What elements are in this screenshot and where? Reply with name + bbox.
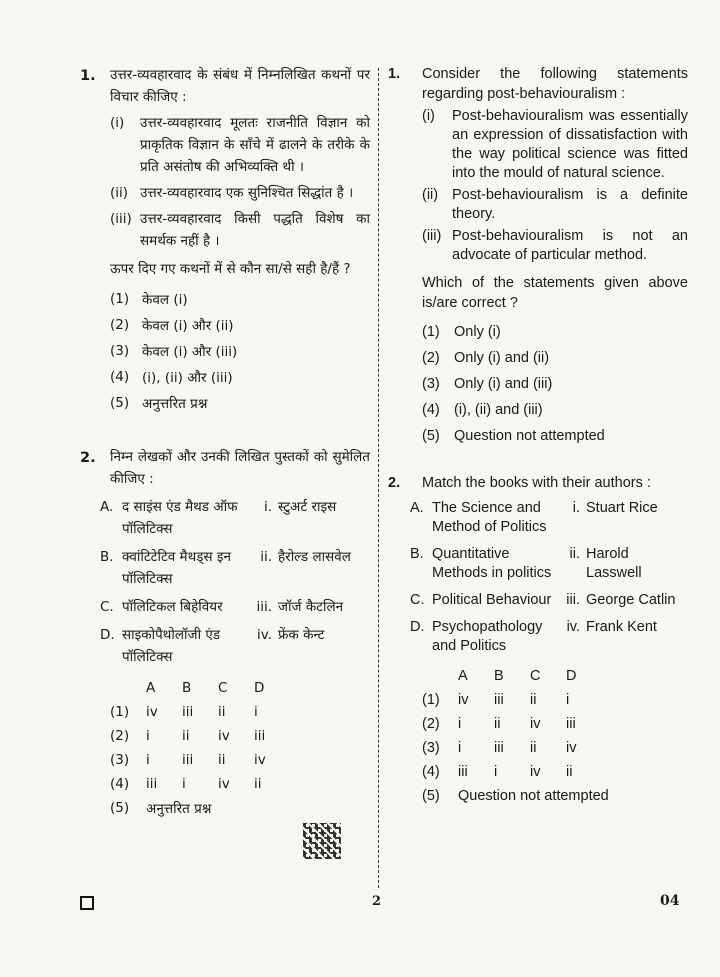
statement [110,208,370,252]
option-text: Only (i) and (ii) [454,350,550,366]
page-number: 2 [372,894,382,909]
option[interactable] [110,286,370,312]
grid-option[interactable] [422,736,688,760]
pair-book: द साइंस एंड मैथड ऑफ पॉलिटिक्स [122,499,238,537]
pair-letter: B. [410,546,424,562]
pair-author: हैरोल्ड लासवेल [278,549,351,565]
question-number: 2. [388,475,401,491]
pair-roman: ii. [569,546,580,562]
option-label: (4) [110,776,130,792]
match-pair [410,591,688,610]
option[interactable] [422,423,688,449]
statement-label: (ii) [110,185,129,201]
question-1-english [388,64,688,449]
option-label: (3) [422,376,440,392]
grid-header-cell: A [146,680,156,696]
statement [422,227,688,265]
grid-option[interactable] [110,748,370,772]
grid-cell: iii [182,752,194,768]
hindi-column [70,64,370,820]
grid-cell: iii [494,692,504,708]
grid-header-cell: A [458,668,468,684]
answer-grid [110,676,370,820]
option-label: (2) [110,317,130,333]
grid-option[interactable] [422,712,688,736]
option-text: Question not attempted [454,428,605,444]
grid-option[interactable] [110,772,370,796]
option-text: केवल (i) और (ii) [142,318,234,334]
statement-text: Post-behaviouralism is not an advocate of particular method. [452,228,688,263]
grid-cell: iv [530,716,541,732]
pair-roman: iv. [566,619,580,635]
pair-letter: A. [100,499,114,515]
grid-cell: ii [218,752,226,768]
pair-book: पॉलिटिकल बिहेवियर [122,599,223,615]
grid-cell: i [254,704,258,720]
option-text: अनुत्तरित प्रश्न [146,801,212,817]
pair-letter: A. [410,500,424,516]
option-label: (3) [110,752,130,768]
statement-text: उत्तर-व्यवहारवाद एक सुनिश्चित सिद्धांत है । [140,185,354,201]
grid-cell: i [566,692,570,708]
option[interactable] [110,390,370,416]
question-stem: Match the books with their authors : [422,475,651,491]
pair-letter: C. [410,592,425,608]
statement [422,107,688,183]
grid-cell: iii [566,716,576,732]
grid-cell: ii [182,728,190,744]
pair-author: Harold Lasswell [586,546,642,581]
grid-cell: iv [218,728,230,744]
statement-text: उत्तर-व्यवहारवाद किसी पद्धति विशेष का समर्थक नहीं है । [140,211,370,249]
grid-cell: iii [494,740,504,756]
match-pair [100,546,370,590]
grid-header-cell: D [254,680,265,696]
statement-text: उत्तर-व्यवहारवाद मूलतः राजनीति विज्ञान को प्राकृतिक विज्ञान के साँचे में ढालने के तरीके के प्रति असंतोष की अभिव्यक्ति थी । [140,115,370,175]
grid-cell: iv [458,692,469,708]
options-list [422,319,688,449]
option-label: (4) [422,402,440,418]
grid-cell: ii [218,704,226,720]
question-number: 2. [80,450,96,466]
grid-option[interactable] [422,688,688,712]
grid-cell: iii [254,728,266,744]
pair-roman: iii. [256,599,272,615]
pair-author: फ्रेंक केन्ट [278,627,325,643]
match-pair [410,618,688,656]
pair-book: Quantitative Methods in politics [432,546,552,581]
grid-cell: ii [530,692,537,708]
grid-cell: ii [494,716,501,732]
option[interactable] [110,364,370,390]
statement-label: (i) [422,108,435,124]
grid-header-cell: B [182,680,192,696]
match-pair [100,624,370,668]
option[interactable] [110,796,370,820]
pair-author: स्टुअर्ट राइस [278,499,337,515]
option-label: (3) [422,740,440,756]
match-pair [410,499,688,537]
registration-mark-icon [80,896,94,910]
pair-letter: D. [100,627,115,643]
grid-option[interactable] [110,724,370,748]
grid-cell: iii [182,704,194,720]
grid-cell: ii [530,740,537,756]
statement-text: Post-behaviouralism was essentially an expression of dissatisfaction with the way political science was fitted into the mould of natural science. [452,108,688,181]
option[interactable] [422,371,688,397]
statement-label: (ii) [422,187,439,203]
question-stem: उत्तर-व्यवहारवाद के संबंध में निम्नलिखित कथनों पर विचार कीजिए : [110,67,370,105]
grid-cell: iv [254,752,266,768]
option-label: (3) [110,343,130,359]
option-text: केवल (i) [142,292,188,308]
grid-header [110,676,370,700]
match-pair [100,596,370,618]
option-label: (1) [422,324,440,340]
grid-cell: iv [566,740,577,756]
grid-option[interactable] [110,700,370,724]
grid-cell: i [458,716,462,732]
option-text: Only (i) [454,324,501,340]
question-number: 1. [80,68,96,84]
statement-label: (iii) [110,211,132,227]
pair-book: Psychopathology and Politics [432,619,543,654]
pair-roman: i. [263,499,272,515]
pair-roman: i. [572,500,580,516]
grid-cell: iv [218,776,230,792]
grid-cell: iv [530,764,541,780]
options-list [110,286,370,416]
grid-header-cell: B [494,668,504,684]
grid-cell: iv [146,704,158,720]
option-label: (5) [110,395,130,411]
option-label: (1) [422,692,440,708]
column-divider [378,68,379,888]
option-label: (2) [422,716,440,732]
option-text: Question not attempted [458,788,609,804]
question-2-english [388,473,688,808]
option-label: (4) [422,764,440,780]
option-label: (5) [110,800,130,816]
statement [422,186,688,224]
pair-author: George Catlin [586,592,676,608]
statement-text: Post-behaviouralism is a definite theory. [452,187,688,222]
pair-author: जॉर्ज कैटलिन [278,599,344,615]
option[interactable] [422,319,688,345]
option-label: (4) [110,369,130,385]
pair-roman: ii. [260,549,272,565]
grid-cell: i [182,776,186,792]
grid-header [422,664,688,688]
option-text: Only (i) and (iii) [454,376,553,392]
grid-cell: i [146,752,150,768]
pair-letter: B. [100,549,114,565]
grid-cell: iii [458,764,468,780]
statement [110,112,370,178]
statement-label: (iii) [422,228,442,244]
grid-cell: i [494,764,498,780]
option-label: (1) [110,291,130,307]
option-text: (i), (ii) and (iii) [454,402,543,418]
option-label: (1) [110,704,130,720]
option-label: (5) [422,788,440,804]
option[interactable] [110,312,370,338]
grid-option[interactable] [422,760,688,784]
pair-book: क्वांटिटेटिव मैथड्स इन पॉलिटिक्स [122,549,232,587]
option[interactable] [422,345,688,371]
option-label: (2) [110,728,130,744]
option-label: (2) [422,350,440,366]
option-text: (i), (ii) और (iii) [142,370,233,386]
grid-header-cell: C [218,680,228,696]
pair-letter: C. [100,599,114,615]
grid-cell: ii [566,764,573,780]
question-prompt: Which of the statements given above is/are correct ? [422,275,688,311]
pair-letter: D. [410,619,425,635]
option-text: केवल (i) और (iii) [142,344,238,360]
pair-author: Stuart Rice [586,500,658,516]
statement [110,182,370,204]
option-text: अनुत्तरित प्रश्न [142,396,208,412]
grid-header-cell: D [566,668,577,684]
booklet-page-number: 04 [660,893,680,909]
option[interactable] [422,784,688,808]
question-stem: निम्न लेखकों और उनकी लिखित पुस्तकों को सुमेलित कीजिए : [110,449,370,487]
match-pair [100,496,370,540]
answer-grid [422,664,688,808]
pair-author: Frank Kent [586,619,657,635]
question-2-hindi [70,446,370,820]
grid-cell: iii [146,776,158,792]
pair-book: Political Behaviour [432,592,552,608]
question-1-hindi [70,64,370,416]
statement-label: (i) [110,115,125,131]
pair-book: The Science and Method of Politics [432,500,547,535]
qr-code-icon [303,823,341,859]
option[interactable] [422,397,688,423]
grid-header-cell: C [530,668,541,684]
question-prompt: ऊपर दिए गए कथनों में से कौन सा/से सही है/हैं ? [110,261,351,277]
question-stem: Consider the following statements regarding post-behaviouralism : [422,66,688,102]
question-number: 1. [388,66,401,82]
option[interactable] [110,338,370,364]
grid-cell: i [146,728,150,744]
pair-roman: iii. [566,592,580,608]
match-pair [410,545,688,583]
grid-cell: i [458,740,462,756]
pair-roman: iv. [257,627,272,643]
option-label: (5) [422,428,440,444]
pair-book: साइकोपैथोलॉजी एंड पॉलिटिक्स [122,627,221,665]
english-column [388,64,688,808]
grid-cell: ii [254,776,262,792]
